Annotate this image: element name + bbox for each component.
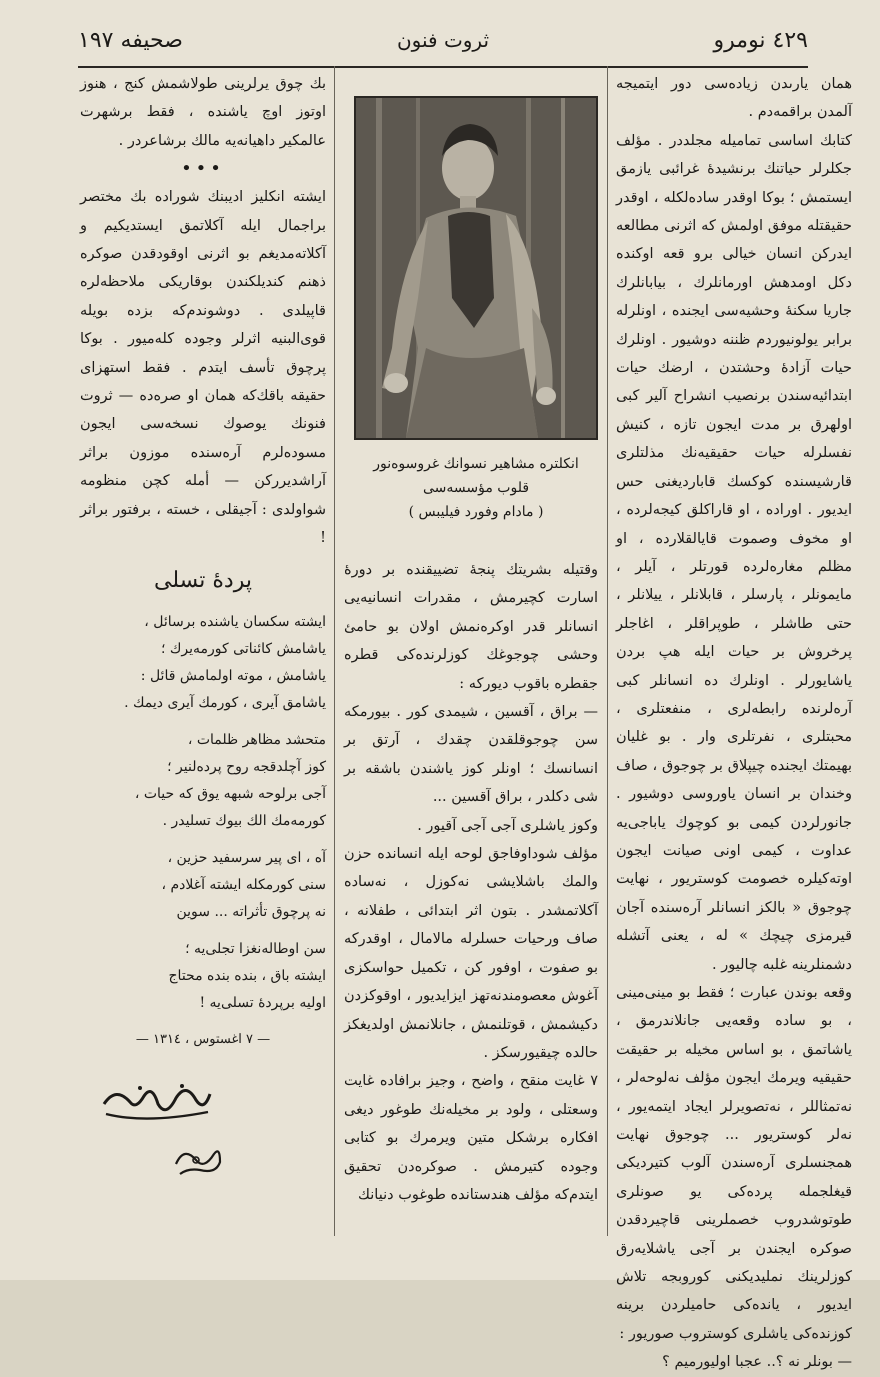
poem-verse: اوليه برپردهٔ تسلى‌يه !: [199, 994, 326, 1011]
right-paragraph: وقعه بوندن عبارت ؛ فقط بو مينى‌مينى ، بو ساده وقعه‌يى جانلاندرمق ، ياشاتمق ، بو اساس مخيله بر حقيقت حقيقيه ويرمك ايجون مؤلف نه‌لوحه‌لر ، نه‌تمثاللر ، نه‌تصويرلر ايجاد ايتمه‌يور ، نه‌لر كوستريور ... چوجوق نهايت همجنسلرى آره‌سندن آلوب كتيرديكى قيغلجمله پرده‌كى يو صونلرى طوتوشدروب خصملرينى قاچيردقدن صوكره ايجندن بر آجى ياشلايه‌رق كوزلرينك نمليديكنى كوروبجه تلاش ايديور ، يانده‌كى حاميلردن برينه كوزنده‌كى ياشلرى كوستروب صوريور :: [616, 985, 852, 1342]
poem-stanza: [80, 609, 326, 717]
poem-stanza: [80, 727, 326, 835]
column-divider-right: [607, 66, 608, 1236]
middle-column: [344, 556, 598, 1209]
poem-stanza: [80, 845, 326, 926]
magazine-title: ثروت فنون: [396, 28, 490, 52]
middle-paragraph: ۷ غايت منقح ، واضح ، وجيز برافاده غايت وسعتلى ، ولود بر مخيله‌نك طوغور ديغى افكاره برشكل متين ويرمرك بو كتابى وجوده كتيرمش . صوكره‌دن تحقيق ايتدم‌كه مؤلف هندستانده طوغوب دنيانك: [344, 1073, 598, 1203]
poem-verse: سن اوطاله‌نغزا تجلى‌يه ؛: [185, 940, 326, 957]
middle-paragraph: — براق ، آقسين ، شيمدى كور . بيورمكه سن چوجوقلقدن چقدك ، آرتق بر انسانسك ؛ اونلر كوز ياشندن باشقه بر شى دكلدر ، براق آقسين ...: [344, 704, 598, 806]
right-column: [616, 70, 852, 1377]
poem-verse: كورمه‌مك الك بيوك تسليدر .: [162, 812, 326, 829]
middle-paragraph: مؤلف شوداوفاجق لوحه ايله انسانده حزن والمك باشلايشى نه‌كوزل ، نه‌ساده آكلاتمشدر . بتون اثر ابتدائى ، طفلانه ، صاف ورحيات حسلرله مالامال ، اوقدركه بو صفوت ، اوفور كن ، تكميل حواسكزى آغوش معصومندنه‌تهز ايزايديور ، اوقوكزدن دكيشمش ، قوتلنمش ، جانلانمش اولديغكز حالده چيقيورسكز .: [344, 846, 598, 1061]
poem-verse: سنى كورمكله ايشته آغلادم ،: [161, 876, 326, 893]
poem-verse: نه پرچوق تأثراته ... سوين: [176, 903, 326, 920]
poem-verse: ايشته باق ، بنده بنده محتاج: [168, 967, 326, 984]
portrait-illustration: [356, 98, 596, 438]
page-header: [78, 22, 808, 68]
poem-verse: ياشامش ، موته اولمامش قائل :: [140, 667, 326, 684]
right-paragraph: — بونلر نه ؟.. عجبا اوليورميم ؟: [662, 1354, 852, 1371]
left-paragraph: ايشته انكليز اديبنك شوراده بك مختصر براجمال ايله آكلاتمق ايستديكيم و آكلاته‌مديغم بو اثرنى اوقودقدن صوكره ذهنم كنديلكندن بوقاريكى ملاحظه‌لره قاپيلدى . دوشوندم‌كه بزده بويله قوى‌البنيه اثرلر وجوده كله‌ميور . بوكا پرچوق تأسف ايتدم . فقط استهزاى حقيقه باقك‌كه همان او صره‌ده — ثروت فنونك يوصوك نسخه‌سى ايجون مسوده‌لرم آره‌سنده موزون براثر آراشديرركن — أمله كچن منظومه شواولدى : آجيقلى ، خسته ، برفتور براثر !: [80, 189, 326, 547]
column-divider-left: [334, 66, 335, 1236]
poem-verse: ياشامش كائناتى كورمه‌يرك ؛: [160, 640, 326, 657]
left-column: [80, 70, 326, 1053]
left-intro: بك چوق يرلرينى طولاشمش كنج ، هنوز اوتوز اوچ ياشنده ، فقط برشهرت عالمكير داهيانه‌يه مالك برشاعردر .: [80, 76, 326, 149]
right-paragraph: همان يارىدن زياده‌سى دور ايتميجه آلمدن براقمه‌دم .: [616, 76, 852, 121]
caption-line: قلوب مؤسسه‌سى: [422, 480, 530, 496]
caption-line: انكلتره مشاهير نسوانك غروسوه‌نور: [373, 456, 579, 472]
right-paragraph: كتابك اساسى تماميله مجلددر . مؤلف جكلرلر حياتنك برنشيدهٔ غرائبى يازمق ايستمش ؛ بوكا اوقدر ساده‌لكله ، اوقدر حقيقتله موفق اولمش كه اثرنى مطالعه ايدركن انسان خيالى برو قعه اوكنده دكل اومدهش اورمانلرك ، بيابانلرك جاريا سكنهٔ وحشيه‌سى ايجنده ، اونلرله برابر يولونيوردم ظننه دوشيور . اونلرك حيات آزادهٔ وحشتدن ، ارضك حيات ابتدائيه‌سندن برنصيب انشراح آلير كبى اولهرق بر مدت ايجون تازه ، كنيش نفسلرله حيات حقيقيه‌نك مذلتلرى قارشيسنده كوكسك قابارديغنى حس ايديور . اوراده ، او قاراكلق كيجه‌لرده ، او مخوف وصموت قايالقلارده ، او مظلم مغاره‌لرده قورتلر ، آيلر ، مايمونلر ، پارسلر ، قابلانلر ، ييلانلر ، حتى طاشلر ، طوپراقلر ، اغاجلر پرخروش بر حيات ايله هپ بردن ياشايورلر . اونلرك ده انسانلر كبى آره‌لرنده رابطه‌لرى ، منفعتلرى ، محبتلرى ، نفرتلرى وار . بو غليان بهيمتك ايجنده چيپلاق بر چوجوق ، صاف وخندان بر انسان ياوروسى دوشيور . جانورلردن كيمى بو كوچوك ياباجى‌يه عداوت ، كيمى اونى صيانت ايجون اوته‌كيلره خصومت كوستريور ، نهايت چوجوق « بالكز انسانلر آره‌سنده آجان قيرمزى چيچك » له ، يعنى آتشله دشمنلرينه غلبه چاليور .: [616, 132, 852, 973]
poem-verse: آجى برلوحه شبهه يوق كه حيات ،: [134, 785, 326, 802]
author-signature: [96, 1074, 216, 1134]
ornament-flourish: [170, 1140, 224, 1180]
poem-verse: كوز آچلدقجه روح پرده‌لنير ؛: [167, 758, 326, 775]
poem-verse: آه ، اى پير سرسفيد حزين ،: [167, 849, 326, 866]
caption-line: ( مادام وفورد فيليبس ): [408, 504, 544, 520]
poem-verse: ايشته سكسان ياشنده برسائل ،: [144, 613, 326, 630]
section-separator: •••: [181, 158, 225, 180]
poem-stanza: [80, 936, 326, 1017]
photo-caption: [340, 452, 612, 524]
middle-paragraph: وكوز ياشلرى آجى آجى آقيور .: [417, 817, 598, 834]
poem-verse: متحشد مظاهر ظلمات ،: [187, 731, 326, 748]
issue-number: ٤٢٩ نومرو: [713, 28, 808, 53]
portrait-photo: [354, 96, 598, 440]
middle-paragraph: وقتيله بشريتك پنجهٔ تضييقنده بر دورهٔ اسارت كچيرمش ، مقدرات انسانيه‌يى انسانلر قدر اوكره‌نمش اولان بو حامئ وحشى چوجوغك كوزلرنده‌كى قطره جقطره باقوب ديوركه :: [344, 562, 598, 692]
poem-title: پردهٔ تسلى: [154, 567, 252, 593]
poem-date: — ۷ اغستوس ، ۱۳۱٤ —: [135, 1031, 271, 1047]
page-number: صحيفه ١٩٧: [78, 28, 183, 53]
poem-verse: ياشامق آيرى ، كورمك آيرى ديمك .: [124, 694, 326, 711]
